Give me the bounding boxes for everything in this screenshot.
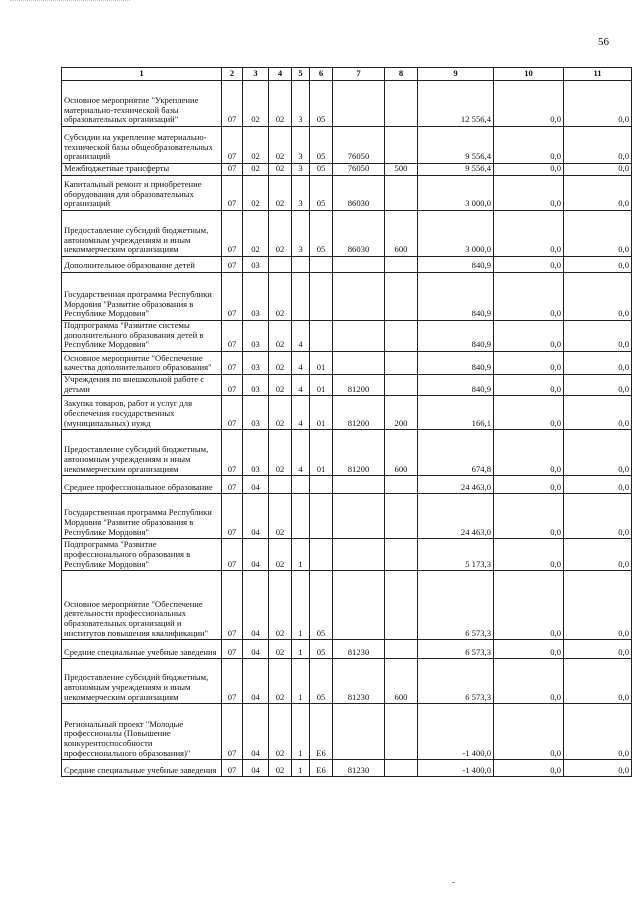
subprogram-code: 3 — [292, 176, 310, 211]
amount-col-10: 0,0 — [494, 476, 564, 494]
program-code: 02 — [269, 164, 292, 176]
budget-table — [61, 67, 632, 777]
column-header: 10 — [494, 68, 564, 81]
event-code: 05 — [310, 176, 333, 211]
direction-code — [333, 476, 385, 494]
direction-code — [333, 494, 385, 539]
subsection-code: 04 — [243, 494, 269, 539]
column-header: 9 — [418, 68, 494, 81]
subsection-code: 04 — [243, 539, 269, 571]
amount-col-10: 0,0 — [494, 127, 564, 164]
subprogram-code: 3 — [292, 211, 310, 257]
event-code — [310, 273, 333, 321]
scan-artifact — [452, 882, 455, 883]
expense-type-code — [385, 176, 418, 211]
column-header: 8 — [385, 68, 418, 81]
subsection-code: 02 — [243, 176, 269, 211]
table-row — [62, 494, 632, 539]
event-code: E6 — [310, 760, 333, 777]
expense-type-code — [385, 257, 418, 273]
event-code: 05 — [310, 164, 333, 176]
amount-col-9: -1 400,0 — [418, 704, 494, 760]
program-code: 02 — [269, 494, 292, 539]
program-code: 02 — [269, 640, 292, 659]
subprogram-code: 4 — [292, 351, 310, 374]
direction-code — [333, 539, 385, 571]
column-header: 4 — [269, 68, 292, 81]
expense-type-code: 600 — [385, 659, 418, 704]
amount-col-11: 0,0 — [564, 430, 632, 476]
column-header: 7 — [333, 68, 385, 81]
amount-col-9: 840,9 — [418, 321, 494, 352]
amount-col-11: 0,0 — [564, 571, 632, 640]
subsection-code: 02 — [243, 127, 269, 164]
section-code: 07 — [222, 476, 243, 494]
event-code: 05 — [310, 81, 333, 127]
subsection-code: 02 — [243, 81, 269, 127]
direction-code: 81230 — [333, 760, 385, 777]
table-row — [62, 539, 632, 571]
direction-code: 86030 — [333, 176, 385, 211]
subsection-code: 03 — [243, 321, 269, 352]
expense-type-code — [385, 704, 418, 760]
program-code: 02 — [269, 127, 292, 164]
program-code: 02 — [269, 321, 292, 352]
direction-code — [333, 704, 385, 760]
row-name: Государственная программа Республики Мордовия "Развитие образования в Республике Мордовия" — [62, 494, 222, 539]
expense-type-code — [385, 273, 418, 321]
row-name: Предоставление субсидий бюджетным, автономным учреждениям и иным некоммерческим организациям — [62, 211, 222, 257]
subprogram-code: 3 — [292, 127, 310, 164]
direction-code — [333, 81, 385, 127]
subsection-code: 02 — [243, 211, 269, 257]
event-code: 05 — [310, 659, 333, 704]
amount-col-10: 0,0 — [494, 257, 564, 273]
direction-code: 86030 — [333, 211, 385, 257]
table-row — [62, 176, 632, 211]
amount-col-9: 3 000,0 — [418, 176, 494, 211]
expense-type-code — [385, 127, 418, 164]
subsection-code: 04 — [243, 704, 269, 760]
subprogram-code: 4 — [292, 321, 310, 352]
row-name: Региональный проект "Молодые профессионалы (Повышение конкурентоспособности профессионального образования)" — [62, 704, 222, 760]
table-row — [62, 659, 632, 704]
direction-code — [333, 321, 385, 352]
amount-col-11: 0,0 — [564, 257, 632, 273]
subprogram-code — [292, 494, 310, 539]
direction-code — [333, 257, 385, 273]
event-code — [310, 476, 333, 494]
column-header: 2 — [222, 68, 243, 81]
row-name: Основное мероприятие "Обеспечение качества дополнительного образования" — [62, 351, 222, 374]
amount-col-11: 0,0 — [564, 164, 632, 176]
section-code: 07 — [222, 273, 243, 321]
row-name: Закупка товаров, работ и услуг для обеспечения государственных (муниципальных) нужд — [62, 396, 222, 430]
event-code: 05 — [310, 640, 333, 659]
amount-col-9: 24 463,0 — [418, 476, 494, 494]
amount-col-11: 0,0 — [564, 81, 632, 127]
expense-type-code — [385, 321, 418, 352]
expense-type-code — [385, 81, 418, 127]
column-header: 5 — [292, 68, 310, 81]
event-code: 05 — [310, 127, 333, 164]
subprogram-code: 3 — [292, 164, 310, 176]
section-code: 07 — [222, 81, 243, 127]
table-row — [62, 571, 632, 640]
row-name: Капитальный ремонт и приобретение оборудования для образовательных организаций — [62, 176, 222, 211]
table-body — [62, 81, 632, 777]
amount-col-9: 6 573,3 — [418, 571, 494, 640]
amount-col-11: 0,0 — [564, 476, 632, 494]
direction-code: 81230 — [333, 640, 385, 659]
table-row — [62, 321, 632, 352]
subprogram-code: 4 — [292, 374, 310, 395]
amount-col-11: 0,0 — [564, 659, 632, 704]
subsection-code: 03 — [243, 273, 269, 321]
row-name: Основное мероприятие "Укрепление материально-технической базы образовательных организаций" — [62, 81, 222, 127]
row-name: Среднее профессиональное образование — [62, 476, 222, 494]
expense-type-code: 600 — [385, 430, 418, 476]
amount-col-11: 0,0 — [564, 640, 632, 659]
amount-col-9: 5 173,3 — [418, 539, 494, 571]
amount-col-9: 6 573,3 — [418, 640, 494, 659]
event-code — [310, 539, 333, 571]
subprogram-code: 1 — [292, 704, 310, 760]
section-code: 07 — [222, 430, 243, 476]
direction-code: 76050 — [333, 127, 385, 164]
amount-col-11: 0,0 — [564, 704, 632, 760]
table-row — [62, 704, 632, 760]
program-code — [269, 476, 292, 494]
direction-code: 81200 — [333, 374, 385, 395]
expense-type-code — [385, 351, 418, 374]
event-code — [310, 494, 333, 539]
row-name: Предоставление субсидий бюджетным, автономным учреждениям и иным некоммерческим организациям — [62, 659, 222, 704]
amount-col-10: 0,0 — [494, 81, 564, 127]
row-name: Средние специальные учебные заведения — [62, 760, 222, 777]
amount-col-9: -1 400,0 — [418, 760, 494, 777]
subprogram-code: 1 — [292, 571, 310, 640]
amount-col-10: 0,0 — [494, 760, 564, 777]
section-code: 07 — [222, 127, 243, 164]
expense-type-code: 200 — [385, 396, 418, 430]
event-code: 01 — [310, 396, 333, 430]
amount-col-11: 0,0 — [564, 539, 632, 571]
subprogram-code: 4 — [292, 430, 310, 476]
amount-col-9: 6 573,3 — [418, 659, 494, 704]
program-code: 02 — [269, 430, 292, 476]
subsection-code: 04 — [243, 476, 269, 494]
subprogram-code: 4 — [292, 396, 310, 430]
direction-code — [333, 273, 385, 321]
amount-col-10: 0,0 — [494, 704, 564, 760]
event-code — [310, 321, 333, 352]
amount-col-9: 12 556,4 — [418, 81, 494, 127]
row-name: Основное мероприятие "Обеспечение деятельности профессиональных образовательных организаций и институтов повышения квалификации" — [62, 571, 222, 640]
expense-type-code — [385, 571, 418, 640]
subprogram-code — [292, 476, 310, 494]
event-code: 05 — [310, 571, 333, 640]
table-row — [62, 430, 632, 476]
subsection-code: 02 — [243, 164, 269, 176]
section-code: 07 — [222, 704, 243, 760]
row-name: Средние специальные учебные заведения — [62, 640, 222, 659]
amount-col-10: 0,0 — [494, 321, 564, 352]
direction-code: 76050 — [333, 164, 385, 176]
column-header: 1 — [62, 68, 222, 81]
program-code: 02 — [269, 704, 292, 760]
amount-col-11: 0,0 — [564, 211, 632, 257]
column-header: 3 — [243, 68, 269, 81]
table-row — [62, 760, 632, 777]
section-code: 07 — [222, 164, 243, 176]
section-code: 07 — [222, 176, 243, 211]
table-row — [62, 211, 632, 257]
subprogram-code: 3 — [292, 81, 310, 127]
event-code — [310, 257, 333, 273]
event-code: E6 — [310, 704, 333, 760]
subsection-code: 03 — [243, 374, 269, 395]
program-code: 02 — [269, 211, 292, 257]
table-row — [62, 273, 632, 321]
amount-col-11: 0,0 — [564, 351, 632, 374]
table-row — [62, 351, 632, 374]
amount-col-10: 0,0 — [494, 176, 564, 211]
section-code: 07 — [222, 374, 243, 395]
section-code: 07 — [222, 494, 243, 539]
program-code: 02 — [269, 396, 292, 430]
table-header-row — [62, 68, 632, 81]
subsection-code: 03 — [243, 257, 269, 273]
program-code: 02 — [269, 273, 292, 321]
program-code — [269, 257, 292, 273]
program-code: 02 — [269, 351, 292, 374]
amount-col-9: 24 463,0 — [418, 494, 494, 539]
subsection-code: 04 — [243, 760, 269, 777]
section-code: 07 — [222, 571, 243, 640]
amount-col-9: 674,8 — [418, 430, 494, 476]
section-code: 07 — [222, 257, 243, 273]
expense-type-code — [385, 374, 418, 395]
amount-col-11: 0,0 — [564, 176, 632, 211]
amount-col-9: 3 000,0 — [418, 211, 494, 257]
subsection-code: 04 — [243, 640, 269, 659]
section-code: 07 — [222, 760, 243, 777]
amount-col-11: 0,0 — [564, 374, 632, 395]
table-row — [62, 640, 632, 659]
program-code: 02 — [269, 81, 292, 127]
amount-col-10: 0,0 — [494, 494, 564, 539]
amount-col-9: 840,9 — [418, 374, 494, 395]
amount-col-9: 9 556,4 — [418, 164, 494, 176]
scan-artifact — [10, 0, 130, 4]
expense-type-code — [385, 640, 418, 659]
section-code: 07 — [222, 321, 243, 352]
program-code: 02 — [269, 539, 292, 571]
program-code: 02 — [269, 571, 292, 640]
table-row — [62, 257, 632, 273]
table-row — [62, 127, 632, 164]
row-name: Дополнительное образование детей — [62, 257, 222, 273]
amount-col-10: 0,0 — [494, 430, 564, 476]
section-code: 07 — [222, 659, 243, 704]
expense-type-code: 600 — [385, 211, 418, 257]
direction-code: 81200 — [333, 396, 385, 430]
subsection-code: 03 — [243, 351, 269, 374]
amount-col-11: 0,0 — [564, 760, 632, 777]
row-name: Межбюджетные трансферты — [62, 164, 222, 176]
expense-type-code — [385, 494, 418, 539]
row-name: Предоставление субсидий бюджетным, автономным учреждениям и иным некоммерческим организациям — [62, 430, 222, 476]
amount-col-11: 0,0 — [564, 127, 632, 164]
amount-col-9: 166,1 — [418, 396, 494, 430]
program-code: 02 — [269, 659, 292, 704]
event-code: 01 — [310, 430, 333, 476]
amount-col-10: 0,0 — [494, 374, 564, 395]
amount-col-10: 0,0 — [494, 396, 564, 430]
event-code: 01 — [310, 374, 333, 395]
column-header: 11 — [564, 68, 632, 81]
subprogram-code: 1 — [292, 659, 310, 704]
subprogram-code — [292, 257, 310, 273]
amount-col-11: 0,0 — [564, 273, 632, 321]
section-code: 07 — [222, 539, 243, 571]
section-code: 07 — [222, 396, 243, 430]
amount-col-10: 0,0 — [494, 273, 564, 321]
amount-col-10: 0,0 — [494, 211, 564, 257]
amount-col-9: 840,9 — [418, 273, 494, 321]
program-code: 02 — [269, 176, 292, 211]
section-code: 07 — [222, 351, 243, 374]
event-code: 01 — [310, 351, 333, 374]
amount-col-10: 0,0 — [494, 640, 564, 659]
amount-col-10: 0,0 — [494, 659, 564, 704]
expense-type-code: 500 — [385, 164, 418, 176]
amount-col-10: 0,0 — [494, 571, 564, 640]
program-code: 02 — [269, 374, 292, 395]
table-row — [62, 396, 632, 430]
row-name: Подпрограмма "Развитие профессионального образования в Республике Мордовия" — [62, 539, 222, 571]
expense-type-code — [385, 476, 418, 494]
expense-type-code — [385, 760, 418, 777]
subprogram-code: 1 — [292, 640, 310, 659]
amount-col-9: 840,9 — [418, 257, 494, 273]
table-row — [62, 81, 632, 127]
program-code: 02 — [269, 760, 292, 777]
amount-col-10: 0,0 — [494, 164, 564, 176]
subprogram-code: 1 — [292, 539, 310, 571]
row-name: Учреждения по внешкольной работе с детьми — [62, 374, 222, 395]
subsection-code: 03 — [243, 396, 269, 430]
amount-col-11: 0,0 — [564, 396, 632, 430]
table-row — [62, 164, 632, 176]
direction-code — [333, 351, 385, 374]
subsection-code: 04 — [243, 571, 269, 640]
amount-col-10: 0,0 — [494, 539, 564, 571]
subsection-code: 04 — [243, 659, 269, 704]
expense-type-code — [385, 539, 418, 571]
section-code: 07 — [222, 211, 243, 257]
event-code: 05 — [310, 211, 333, 257]
page-number: 56 — [598, 36, 609, 48]
direction-code — [333, 571, 385, 640]
amount-col-10: 0,0 — [494, 351, 564, 374]
subprogram-code: 1 — [292, 760, 310, 777]
row-name: Государственная программа Республики Мордовия "Развитие образования в Республике Мордовия" — [62, 273, 222, 321]
amount-col-9: 9 556,4 — [418, 127, 494, 164]
amount-col-9: 840,9 — [418, 351, 494, 374]
subprogram-code — [292, 273, 310, 321]
direction-code: 81230 — [333, 659, 385, 704]
amount-col-11: 0,0 — [564, 494, 632, 539]
row-name: Субсидии на укрепление материально-технической базы общеобразовательных организаций — [62, 127, 222, 164]
direction-code: 81200 — [333, 430, 385, 476]
subsection-code: 03 — [243, 430, 269, 476]
section-code: 07 — [222, 640, 243, 659]
table-row — [62, 374, 632, 395]
column-header: 6 — [310, 68, 333, 81]
row-name: Подпрограмма "Развитие системы дополнительного образования детей в Республике Мордовия" — [62, 321, 222, 352]
amount-col-11: 0,0 — [564, 321, 632, 352]
table-row — [62, 476, 632, 494]
